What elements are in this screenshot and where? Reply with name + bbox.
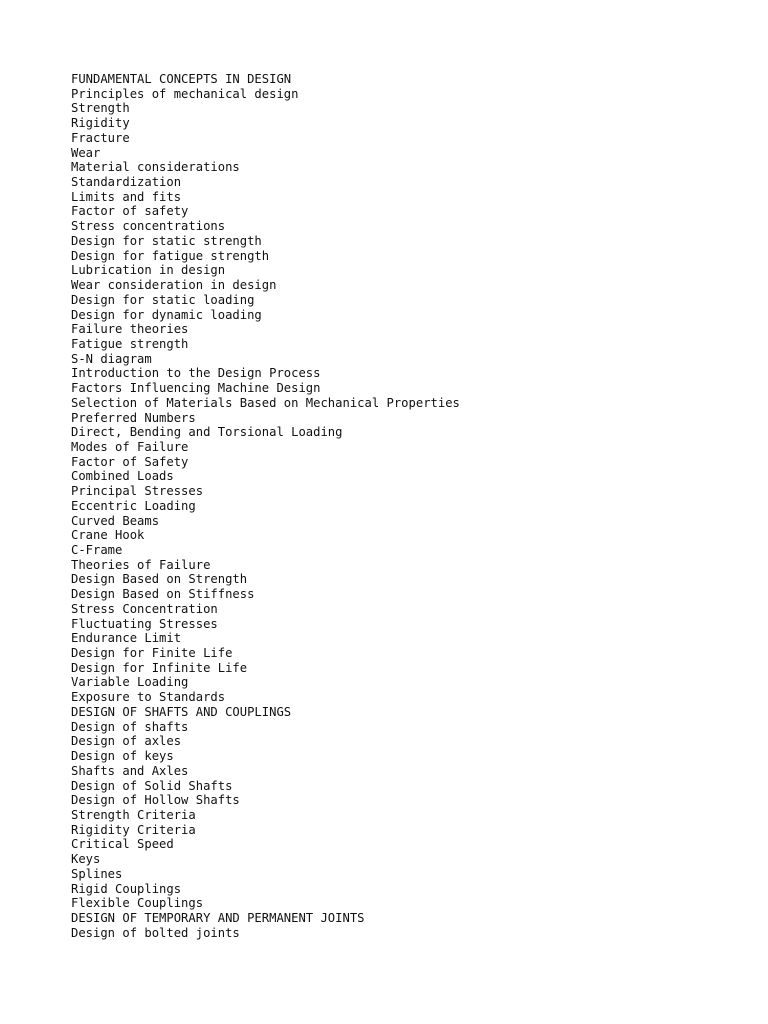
text-line: Wear (71, 145, 101, 160)
text-line: Variable Loading (71, 675, 189, 690)
text-line: Preferred Numbers (71, 410, 196, 425)
text-line: Shafts and Axles (71, 763, 189, 778)
text-line: Design for dynamic loading (71, 307, 262, 322)
text-line: Design of Hollow Shafts (71, 793, 240, 808)
text-line: Splines (71, 866, 123, 881)
text-line: Keys (71, 852, 101, 867)
text-line: Fatigue strength (71, 336, 189, 351)
text-line: Direct, Bending and Torsional Loading (71, 425, 343, 440)
text-line: Design for static strength (71, 233, 262, 248)
text-line: Design of axles (71, 734, 182, 749)
text-line: Factors Influencing Machine Design (71, 381, 321, 396)
text-line: Design of keys (71, 749, 174, 764)
text-line: DESIGN OF TEMPORARY AND PERMANENT JOINTS (71, 910, 365, 925)
text-line: Limits and fits (71, 189, 182, 204)
text-line: Design Based on Stiffness (71, 587, 255, 602)
text-line: Strength Criteria (71, 807, 196, 822)
text-line: Combined Loads (71, 469, 174, 484)
text-line: Stress concentrations (71, 219, 226, 234)
text-line: Factor of safety (71, 204, 189, 219)
text-line: Standardization (71, 175, 182, 190)
text-line: Critical Speed (71, 837, 174, 852)
text-line: Strength (71, 101, 130, 116)
text-line: Design for Infinite Life (71, 660, 248, 675)
text-line: Principal Stresses (71, 484, 204, 499)
text-line: Design of shafts (71, 719, 189, 734)
text-line: Material considerations (71, 160, 240, 175)
text-line: Modes of Failure (71, 439, 189, 454)
text-line: Curved Beams (71, 513, 160, 528)
text-line: Stress Concentration (71, 601, 218, 616)
text-line: Crane Hook (71, 528, 145, 543)
text-line: Fracture (71, 130, 130, 145)
text-line: Eccentric Loading (71, 498, 196, 513)
text-line: C-Frame (71, 543, 123, 557)
text-line: Failure theories (71, 322, 189, 337)
text-line: Design for fatigue strength (71, 248, 270, 263)
text-line: Exposure to Standards (71, 690, 226, 705)
text-line: Design for static loading (71, 292, 255, 307)
text-line: DESIGN OF SHAFTS AND COUPLINGS (71, 704, 292, 719)
text-line: Wear consideration in design (71, 278, 277, 293)
text-line: Introduction to the Design Process (71, 366, 321, 381)
text-line: Rigid Couplings (71, 881, 182, 896)
text-line: Selection of Materials Based on Mechanical Properties (71, 395, 460, 410)
text-line: Endurance Limit (71, 631, 182, 646)
text-line: Principles of mechanical design (71, 86, 299, 101)
text-line: Lubrication in design (71, 263, 226, 278)
text-line: Design of bolted joints (71, 925, 240, 940)
text-line: Fluctuating Stresses (71, 616, 218, 631)
text-line: Flexible Couplings (71, 896, 204, 911)
text-line: S-N diagram (71, 351, 152, 366)
text-line: Rigidity Criteria (71, 822, 196, 837)
document-page (71, 72, 731, 940)
text-line: Design for Finite Life (71, 646, 233, 661)
text-line: Rigidity (71, 116, 130, 131)
text-line: Theories of Failure (71, 557, 211, 572)
text-line: Factor of Safety (71, 454, 189, 469)
text-line: FUNDAMENTAL CONCEPTS IN DESIGN (71, 72, 292, 86)
text-line: Design Based on Strength (71, 572, 248, 587)
text-line: Design of Solid Shafts (71, 778, 233, 793)
